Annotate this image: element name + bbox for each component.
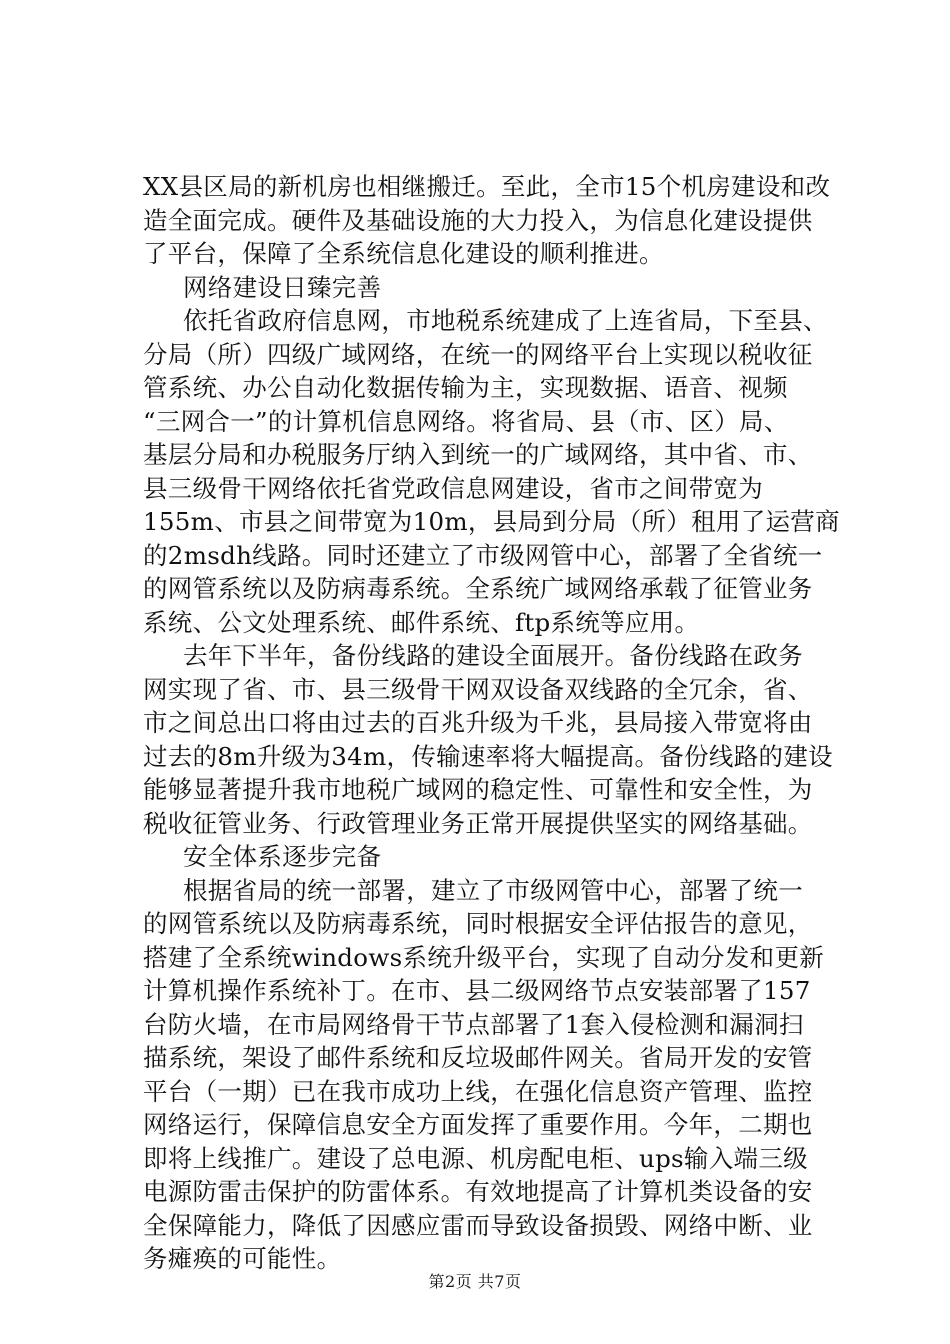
section-heading-network: 网络建设日臻完善 [183,272,382,302]
paragraph-line: 的2msdh线路。同时还建立了市级网管中心，部署了全省统一 [143,540,823,570]
paragraph-line: 了平台，保障了全系统信息化建设的顺利推进。 [143,239,664,268]
paragraph-line: XX县区局的新机房也相继搬迁。至此，全市15个机房建设和改 [143,172,831,201]
paragraph-line: 计算机操作系统补丁。在市、县二级网络节点安装部署了157 [143,976,811,1005]
paragraph-line: 台防火墙，在市局网络骨干节点部署了1套入侵检测和漏洞扫 [143,1009,804,1039]
section-heading-security: 安全体系逐步完备 [183,842,382,871]
paragraph-line: 根据省局的统一部署，建立了市级网管中心，部署了统一 [183,875,803,905]
paragraph-line: 描系统，架设了邮件系统和反垃圾邮件网关。省局开发的安管 [143,1043,813,1072]
paragraph-line: 分局（所）四级广域网络，在统一的网络平台上实现以税收征 [143,339,813,369]
paragraph-line: 即将上线推广。建设了总电源、机房配电柜、ups输入端三级 [143,1143,808,1173]
paragraph-line: 系统、公文处理系统、邮件系统、ftp系统等应用。 [143,607,700,637]
paragraph-line: 过去的8m升级为34m，传输速率将大幅提高。备份线路的建设 [143,741,833,771]
paragraph-line: 网实现了省、市、县三级骨干网双设备双线路的全冗余，省、 [143,674,813,704]
paragraph-line: 平台（一期）已在我市成功上线，在强化信息资产管理、监控 [143,1076,813,1106]
paragraph-line: 依托省政府信息网，市地税系统建成了上连省局，下至县、 [183,306,828,335]
paragraph-line: 能够显著提升我市地税广域网的稳定性、可靠性和安全性，为 [143,775,813,804]
paragraph-line: 155m、市县之间带宽为10m，县局到分局（所）租用了运营商 [143,507,840,536]
paragraph-line: 去年下半年，备份线路的建设全面展开。备份线路在政务 [183,641,803,670]
paragraph-line: “三网合一”的计算机信息网络。将省局、县（市、区）局、 [143,406,789,436]
paragraph-line: 市之间总出口将由过去的百兆升级为千兆，县局接入带宽将由 [143,708,813,737]
paragraph-line: 务瘫痪的可能性。 [143,1244,342,1273]
paragraph-line: 县三级骨干网络依托省党政信息网建设，省市之间带宽为 [143,473,763,503]
paragraph-line: 税收征管业务、行政管理业务正常开展提供坚实的网络基础。 [143,808,813,838]
paragraph-line: 网络运行，保障信息安全方面发挥了重要作用。今年，二期也 [143,1110,813,1139]
paragraph-line: 造全面完成。硬件及基础设施的大力投入，为信息化建设提供 [143,205,813,235]
paragraph-line: 的网管系统以及防病毒系统，同时根据安全评估报告的意见， [143,909,813,938]
page-number-footer: 第2页 共7页 [428,1272,522,1291]
paragraph-line: 全保障能力，降低了因感应雷而导致设备损毁、网络中断、业 [143,1210,813,1240]
paragraph-line: 基层分局和办税服务厅纳入到统一的广域网络，其中省、市、 [143,440,813,469]
document-body [143,170,840,1276]
paragraph-line: 搭建了全系统windows系统升级平台，实现了自动分发和更新 [143,942,825,972]
paragraph-line: 电源防雷击保护的防雷体系。有效地提高了计算机类设备的安 [143,1177,813,1206]
paragraph-line: 的网管系统以及防病毒系统。全系统广域网络承载了征管业务 [143,574,813,603]
paragraph-line: 管系统、办公自动化数据传输为主，实现数据、语音、视频 [143,373,788,402]
